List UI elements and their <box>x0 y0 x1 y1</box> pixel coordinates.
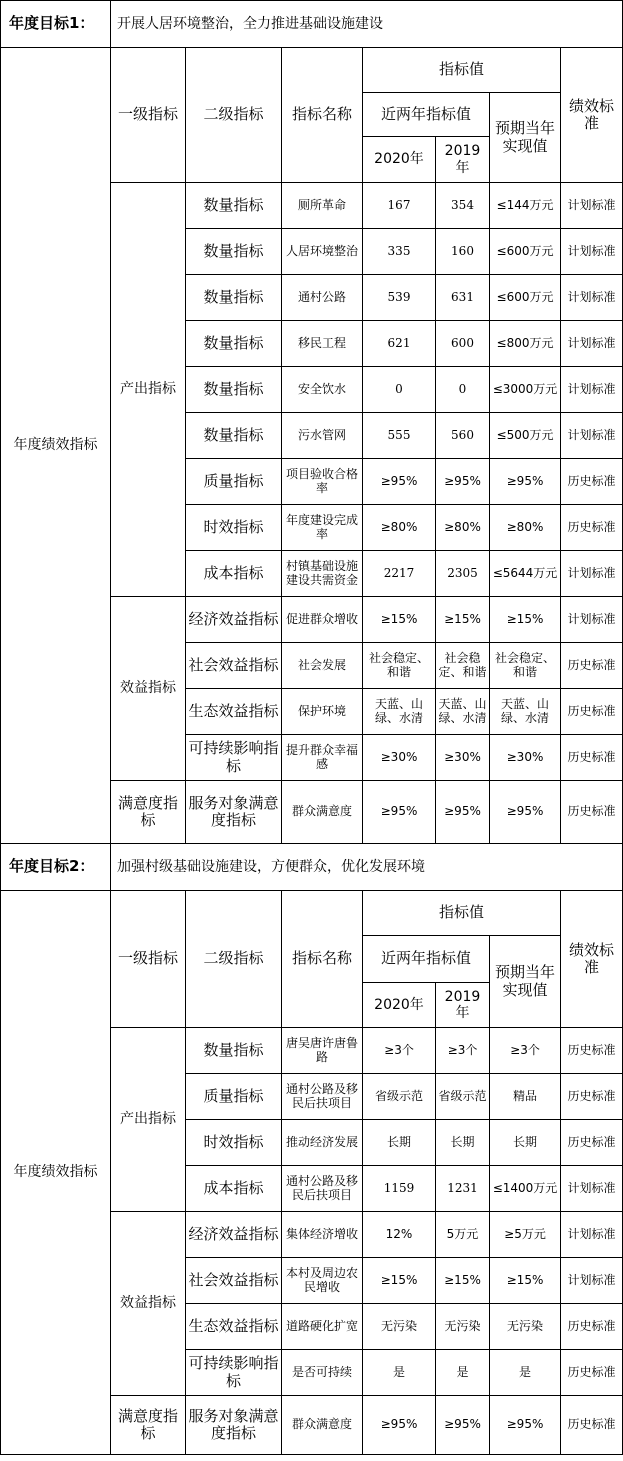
indicator-name: 人居环境整治 <box>282 229 363 275</box>
expected-value: ≥5万元 <box>490 1212 561 1258</box>
standard-cell: 历史标准 <box>561 689 623 735</box>
standard-cell: 历史标准 <box>561 643 623 689</box>
value-2020: ≥80% <box>363 505 436 551</box>
level2-cell: 数量指标 <box>186 183 282 229</box>
expected-value: ≤3000万元 <box>490 367 561 413</box>
level1-cell: 满意度指标 <box>111 781 186 844</box>
value-2019: ≥30% <box>436 735 490 781</box>
indicator-name: 促进群众增收 <box>282 597 363 643</box>
header-year-2019: 2019年 <box>436 983 490 1028</box>
level2-cell: 服务对象满意度指标 <box>186 781 282 844</box>
value-2019: ≥95% <box>436 459 490 505</box>
level2-cell: 社会效益指标 <box>186 643 282 689</box>
indicator-name: 污水管网 <box>282 413 363 459</box>
level2-cell: 数量指标 <box>186 275 282 321</box>
value-2019: 631 <box>436 275 490 321</box>
indicator-name: 通村公路 <box>282 275 363 321</box>
indicator-name: 通村公路及移民后扶项目 <box>282 1166 363 1212</box>
level2-cell: 数量指标 <box>186 229 282 275</box>
indicator-name: 厕所革命 <box>282 183 363 229</box>
level2-cell: 成本指标 <box>186 1166 282 1212</box>
goal-text: 加强村级基础设施建设，方便群众，优化发展环境 <box>111 844 623 891</box>
expected-value: 是 <box>490 1350 561 1396</box>
goal-label: 年度目标2： <box>1 844 111 891</box>
level2-cell: 服务对象满意度指标 <box>186 1396 282 1455</box>
value-2020: 2217 <box>363 551 436 597</box>
expected-value: ≥30% <box>490 735 561 781</box>
standard-cell: 历史标准 <box>561 1396 623 1455</box>
header-year-2020: 2020年 <box>363 983 436 1028</box>
level2-cell: 经济效益指标 <box>186 597 282 643</box>
value-2019: 5万元 <box>436 1212 490 1258</box>
value-2019: ≥95% <box>436 781 490 844</box>
expected-value: ≤144万元 <box>490 183 561 229</box>
standard-cell: 计划标准 <box>561 1258 623 1304</box>
standard-cell: 历史标准 <box>561 459 623 505</box>
header-level2: 二级指标 <box>186 891 282 1028</box>
header-standard: 绩效标准 <box>561 48 623 183</box>
indicator-name: 移民工程 <box>282 321 363 367</box>
standard-cell: 计划标准 <box>561 1212 623 1258</box>
header-expected: 预期当年实现值 <box>490 936 561 1028</box>
standard-cell: 历史标准 <box>561 505 623 551</box>
standard-cell: 历史标准 <box>561 735 623 781</box>
value-2020: 0 <box>363 367 436 413</box>
level1-cell: 效益指标 <box>111 597 186 781</box>
header-row <box>1 891 623 936</box>
level2-cell: 经济效益指标 <box>186 1212 282 1258</box>
indicator-name: 本村及周边农民增收 <box>282 1258 363 1304</box>
value-2019: 2305 <box>436 551 490 597</box>
indicator-name: 项目验收合格率 <box>282 459 363 505</box>
header-recent-two-years: 近两年指标值 <box>363 93 490 137</box>
level1-cell: 满意度指标 <box>111 1396 186 1455</box>
value-2019: ≥3个 <box>436 1028 490 1074</box>
indicator-name: 群众满意度 <box>282 781 363 844</box>
expected-value: ≤600万元 <box>490 275 561 321</box>
level2-cell: 社会效益指标 <box>186 1258 282 1304</box>
standard-cell: 历史标准 <box>561 1028 623 1074</box>
expected-value: ≥80% <box>490 505 561 551</box>
expected-value: ≥95% <box>490 1396 561 1455</box>
value-2020: 无污染 <box>363 1304 436 1350</box>
expected-value: ≤1400万元 <box>490 1166 561 1212</box>
value-2019: 160 <box>436 229 490 275</box>
level2-cell: 时效指标 <box>186 1120 282 1166</box>
value-2020: 1159 <box>363 1166 436 1212</box>
expected-value: ≥15% <box>490 1258 561 1304</box>
value-2020: 社会稳定、和谐 <box>363 643 436 689</box>
value-2020: ≥15% <box>363 597 436 643</box>
header-year-2019: 2019年 <box>436 137 490 183</box>
expected-value: ≤500万元 <box>490 413 561 459</box>
value-2020: 长期 <box>363 1120 436 1166</box>
goal-row <box>1 844 623 891</box>
expected-value: ≥3个 <box>490 1028 561 1074</box>
expected-value: ≤800万元 <box>490 321 561 367</box>
indicator-name: 村镇基础设施建设共需资金 <box>282 551 363 597</box>
value-2020: 天蓝、山绿、水清 <box>363 689 436 735</box>
header-standard: 绩效标准 <box>561 891 623 1028</box>
header-name: 指标名称 <box>282 48 363 183</box>
value-2019: ≥95% <box>436 1396 490 1455</box>
value-2019: ≥80% <box>436 505 490 551</box>
standard-cell: 计划标准 <box>561 275 623 321</box>
goal-row <box>1 1 623 48</box>
value-2020: 是 <box>363 1350 436 1396</box>
indicator-name: 提升群众幸福感 <box>282 735 363 781</box>
standard-cell: 计划标准 <box>561 597 623 643</box>
standard-cell: 历史标准 <box>561 1074 623 1120</box>
expected-value: 天蓝、山绿、水清 <box>490 689 561 735</box>
indicator-name: 安全饮水 <box>282 367 363 413</box>
expected-value: 长期 <box>490 1120 561 1166</box>
value-2019: 天蓝、山绿、水清 <box>436 689 490 735</box>
value-2020: 12% <box>363 1212 436 1258</box>
header-indicator-value: 指标值 <box>363 891 561 936</box>
value-2020: ≥95% <box>363 781 436 844</box>
header-level2: 二级指标 <box>186 48 282 183</box>
value-2019: 560 <box>436 413 490 459</box>
indicator-name: 社会发展 <box>282 643 363 689</box>
level1-cell: 产出指标 <box>111 183 186 597</box>
value-2019: 无污染 <box>436 1304 490 1350</box>
value-2020: 省级示范 <box>363 1074 436 1120</box>
indicator-name: 群众满意度 <box>282 1396 363 1455</box>
expected-value: ≤600万元 <box>490 229 561 275</box>
value-2020: ≥3个 <box>363 1028 436 1074</box>
indicator-name: 年度建设完成率 <box>282 505 363 551</box>
annual-indicator-label: 年度绩效指标 <box>1 48 111 844</box>
goal-text: 开展人居环境整治，全力推进基础设施建设 <box>111 1 623 48</box>
standard-cell: 历史标准 <box>561 1120 623 1166</box>
level2-cell: 数量指标 <box>186 1028 282 1074</box>
level1-cell: 产出指标 <box>111 1028 186 1212</box>
value-2020: ≥30% <box>363 735 436 781</box>
value-2019: 1231 <box>436 1166 490 1212</box>
header-indicator-value: 指标值 <box>363 48 561 93</box>
value-2020: 555 <box>363 413 436 459</box>
indicator-name: 道路硬化扩宽 <box>282 1304 363 1350</box>
value-2020: 167 <box>363 183 436 229</box>
header-year-2020: 2020年 <box>363 137 436 183</box>
level2-cell: 可持续影响指标 <box>186 735 282 781</box>
value-2020: ≥95% <box>363 1396 436 1455</box>
level2-cell: 生态效益指标 <box>186 689 282 735</box>
value-2020: ≥15% <box>363 1258 436 1304</box>
indicator-name: 是否可持续 <box>282 1350 363 1396</box>
level2-cell: 数量指标 <box>186 321 282 367</box>
standard-cell: 计划标准 <box>561 367 623 413</box>
header-level1: 一级指标 <box>111 891 186 1028</box>
level2-cell: 数量指标 <box>186 367 282 413</box>
value-2019: 社会稳定、和谐 <box>436 643 490 689</box>
level2-cell: 数量指标 <box>186 413 282 459</box>
level2-cell: 时效指标 <box>186 505 282 551</box>
standard-cell: 历史标准 <box>561 1304 623 1350</box>
standard-cell: 计划标准 <box>561 413 623 459</box>
value-2020: 621 <box>363 321 436 367</box>
value-2020: ≥95% <box>363 459 436 505</box>
standard-cell: 计划标准 <box>561 1166 623 1212</box>
value-2019: 是 <box>436 1350 490 1396</box>
expected-value: 社会稳定、和谐 <box>490 643 561 689</box>
level2-cell: 质量指标 <box>186 1074 282 1120</box>
indicator-name: 通村公路及移民后扶项目 <box>282 1074 363 1120</box>
expected-value: ≥95% <box>490 781 561 844</box>
standard-cell: 计划标准 <box>561 183 623 229</box>
expected-value: ≥95% <box>490 459 561 505</box>
indicator-name: 推动经济发展 <box>282 1120 363 1166</box>
standard-cell: 计划标准 <box>561 321 623 367</box>
level2-cell: 生态效益指标 <box>186 1304 282 1350</box>
expected-value: 无污染 <box>490 1304 561 1350</box>
value-2020: 539 <box>363 275 436 321</box>
annual-indicator-label: 年度绩效指标 <box>1 891 111 1455</box>
header-recent-two-years: 近两年指标值 <box>363 936 490 983</box>
standard-cell: 历史标准 <box>561 781 623 844</box>
value-2019: 354 <box>436 183 490 229</box>
value-2019: 0 <box>436 367 490 413</box>
expected-value: ≥15% <box>490 597 561 643</box>
indicator-name: 唐吴唐许唐鲁路 <box>282 1028 363 1074</box>
level2-cell: 质量指标 <box>186 459 282 505</box>
standard-cell: 计划标准 <box>561 551 623 597</box>
indicator-name: 保护环境 <box>282 689 363 735</box>
value-2020: 335 <box>363 229 436 275</box>
expected-value: ≤5644万元 <box>490 551 561 597</box>
standard-cell: 计划标准 <box>561 229 623 275</box>
header-row <box>1 48 623 93</box>
value-2019: 省级示范 <box>436 1074 490 1120</box>
value-2019: ≥15% <box>436 597 490 643</box>
header-level1: 一级指标 <box>111 48 186 183</box>
value-2019: 600 <box>436 321 490 367</box>
indicator-name: 集体经济增收 <box>282 1212 363 1258</box>
value-2019: 长期 <box>436 1120 490 1166</box>
value-2019: ≥15% <box>436 1258 490 1304</box>
standard-cell: 历史标准 <box>561 1350 623 1396</box>
header-name: 指标名称 <box>282 891 363 1028</box>
level2-cell: 可持续影响指标 <box>186 1350 282 1396</box>
level2-cell: 成本指标 <box>186 551 282 597</box>
goal-label: 年度目标1： <box>1 1 111 48</box>
header-expected: 预期当年实现值 <box>490 93 561 183</box>
level1-cell: 效益指标 <box>111 1212 186 1396</box>
expected-value: 精品 <box>490 1074 561 1120</box>
